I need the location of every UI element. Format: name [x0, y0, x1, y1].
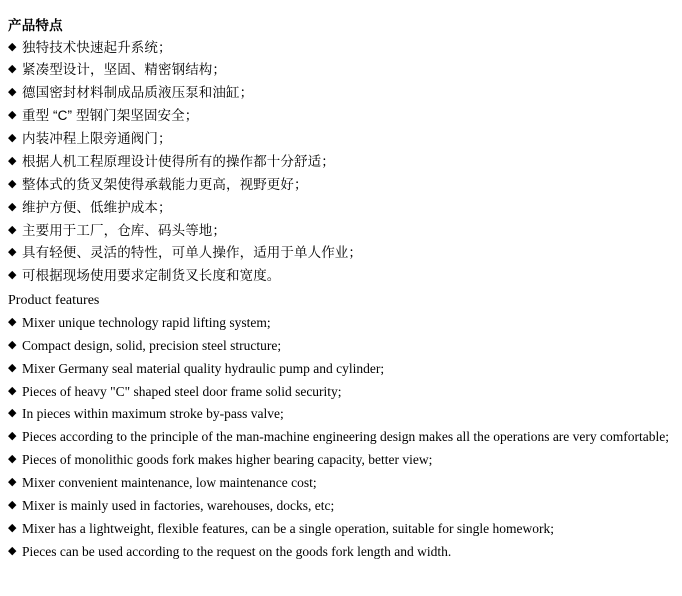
- list-item-text: In pieces within maximum stroke by-pass valve;: [22, 406, 284, 422]
- diamond-bullet-icon: ◆: [8, 544, 17, 557]
- list-item-text: 维护方便、低维护成本；: [22, 199, 172, 215]
- diamond-bullet-icon: ◆: [8, 177, 17, 190]
- english-feature-list: [8, 315, 674, 561]
- list-item: [8, 177, 674, 194]
- diamond-bullet-icon: ◆: [8, 315, 17, 328]
- list-item: [8, 154, 674, 171]
- diamond-bullet-icon: ◆: [8, 430, 17, 443]
- list-item-text: Pieces of heavy "C" shaped steel door frame solid security;: [22, 383, 342, 399]
- list-item: [8, 62, 674, 79]
- list-item-text: 根据人机工程原理设计使得所有的操作都十分舒适；: [22, 153, 335, 169]
- list-item-text: Compact design, solid, precision steel structure;: [22, 337, 282, 353]
- chinese-feature-list: [8, 40, 674, 286]
- list-item: [8, 406, 674, 423]
- diamond-bullet-icon: ◆: [8, 361, 17, 374]
- list-item-text: Mixer unique technology rapid lifting system;: [22, 314, 271, 330]
- list-item: [8, 268, 674, 285]
- diamond-bullet-icon: ◆: [8, 498, 17, 511]
- diamond-bullet-icon: ◆: [8, 269, 17, 282]
- diamond-bullet-icon: ◆: [8, 407, 17, 420]
- list-item-text: 可根据现场使用要求定制货叉长度和宽度。: [22, 268, 281, 284]
- diamond-bullet-icon: ◆: [8, 154, 17, 167]
- list-item: [8, 338, 674, 355]
- list-item: [8, 223, 674, 240]
- diamond-bullet-icon: ◆: [8, 200, 17, 213]
- list-item: [8, 40, 674, 57]
- list-item: [8, 452, 674, 469]
- diamond-bullet-icon: ◆: [8, 338, 17, 351]
- diamond-bullet-icon: ◆: [8, 63, 17, 76]
- list-item: [8, 475, 674, 492]
- list-item-text: 紧凑型设计，坚固、精密钢结构；: [22, 62, 226, 78]
- list-item-text: Mixer Germany seal material quality hydraulic pump and cylinder;: [22, 360, 385, 376]
- list-item: [8, 200, 674, 217]
- list-item-text: 内装冲程上限旁通阀门；: [22, 131, 172, 147]
- list-item-text: Pieces of monolithic goods fork makes higher bearing capacity, better view;: [22, 452, 433, 468]
- list-item: [8, 85, 674, 102]
- diamond-bullet-icon: ◆: [8, 86, 17, 99]
- list-item-text: Mixer has a lightweight, flexible features, can be a single operation, suitable for single homework;: [22, 520, 554, 536]
- list-item-text: 德国密封材料制成品质液压泵和油缸；: [22, 85, 254, 101]
- diamond-bullet-icon: ◆: [8, 109, 17, 122]
- list-item-text: 主要用于工厂，仓库、码头等地；: [22, 222, 226, 238]
- list-item-text: Pieces can be used according to the request on the goods fork length and width.: [22, 543, 452, 559]
- diamond-bullet-icon: ◆: [8, 223, 17, 236]
- list-item: [8, 429, 674, 446]
- list-item-text: 重型 “C” 型钢门架坚固安全；: [22, 108, 199, 124]
- list-item: [8, 384, 674, 401]
- diamond-bullet-icon: ◆: [8, 453, 17, 466]
- diamond-bullet-icon: ◆: [8, 40, 17, 53]
- diamond-bullet-icon: ◆: [8, 476, 17, 489]
- diamond-bullet-icon: ◆: [8, 384, 17, 397]
- list-item: [8, 315, 674, 332]
- list-item: [8, 498, 674, 515]
- list-item: [8, 131, 674, 148]
- list-item-text: Pieces according to the principle of the man-machine engineering design makes all the operations are very comfortable;: [22, 429, 670, 445]
- list-item-text: 独特技术快速起升系统；: [22, 39, 172, 55]
- list-item-text: 整体式的货叉架使得承载能力更高，视野更好；: [22, 176, 308, 192]
- diamond-bullet-icon: ◆: [8, 521, 17, 534]
- list-item: [8, 521, 674, 538]
- list-item-text: 具有轻便、灵活的特性，可单人操作，适用于单人作业；: [22, 245, 362, 261]
- page-title: 产品特点: [8, 18, 63, 33]
- list-item-text: Mixer convenient maintenance, low maintenance cost;: [22, 475, 317, 491]
- list-item: [8, 108, 674, 125]
- list-item: [8, 361, 674, 378]
- diamond-bullet-icon: ◆: [8, 132, 17, 145]
- list-item: [8, 544, 674, 561]
- diamond-bullet-icon: ◆: [8, 246, 17, 259]
- english-section-heading: Product features: [8, 293, 100, 309]
- list-item: [8, 245, 674, 262]
- list-item-text: Mixer is mainly used in factories, warehouses, docks, etc;: [22, 497, 335, 513]
